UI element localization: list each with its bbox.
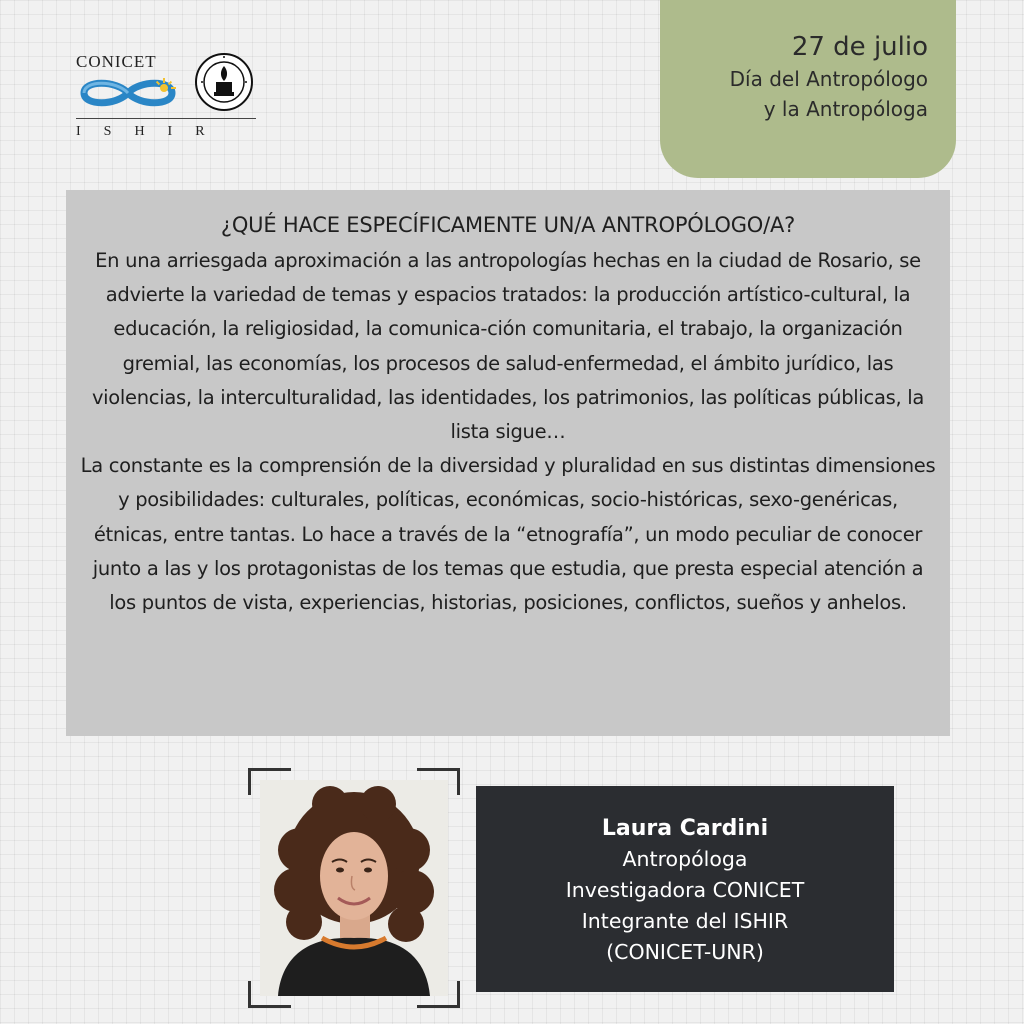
person-institution: (CONICET-UNR) <box>606 940 764 964</box>
body-paragraph-2: La constante es la comprensión de la diversidad y pluralidad en sus distintas dimensiones y posibilidades: culturales, políticas, económicas, socio-históricas, sexo-genéricas, étnicas, entre tantas. Lo hace a través de la “etnografía”, un modo peculiar de conocer junto a las y los protagonistas de los temas que estudia, que presta especial atención a los puntos de vista, experiencias, historias, posiciones, conflictos, sueños y anhelos. <box>80 454 936 615</box>
body-paragraph-1: En una arriesgada aproximación a las antropologías hechas en la ciudad de Rosario, se advierte la variedad de temas y espacios tratados: la producción artístico-cultural, la educación, la religiosidad, la comunica-ción comunitaria, el trabajo, la organización gremial, las economías, los procesos de salud-enfermedad, el ámbito jurídico, las violencias, la interculturalidad, las identidades, los patrimonios, las políticas públicas, la lista sigue… <box>91 249 925 444</box>
portrait-photo <box>260 780 448 996</box>
celebration-line-1: Día del Antropólogo <box>729 67 928 91</box>
conicet-infinity-logo-icon <box>76 76 180 110</box>
date-banner <box>660 0 956 178</box>
portrait-frame <box>248 768 460 1008</box>
conicet-logo-text: CONICET <box>76 52 157 71</box>
main-text-panel <box>66 190 950 736</box>
bio-panel <box>476 786 894 992</box>
portrait-illustration <box>260 780 448 996</box>
question-heading: ¿QUÉ HACE ESPECÍFICAMENTE UN/A ANTROPÓLOGO/A? <box>220 213 796 237</box>
logo-divider <box>76 118 256 119</box>
person-position: Investigadora CONICET <box>565 878 805 902</box>
person-name: Laura Cardini <box>601 816 769 841</box>
ishir-logo-text: ISHIR <box>76 124 228 139</box>
person-membership: Integrante del ISHIR <box>581 909 789 933</box>
institution-logos <box>72 48 262 148</box>
celebration-line-2: y la Antropóloga <box>763 97 928 121</box>
unr-seal-icon <box>194 52 254 112</box>
date-label: 27 de julio <box>791 32 928 62</box>
person-role: Antropóloga <box>622 847 748 871</box>
